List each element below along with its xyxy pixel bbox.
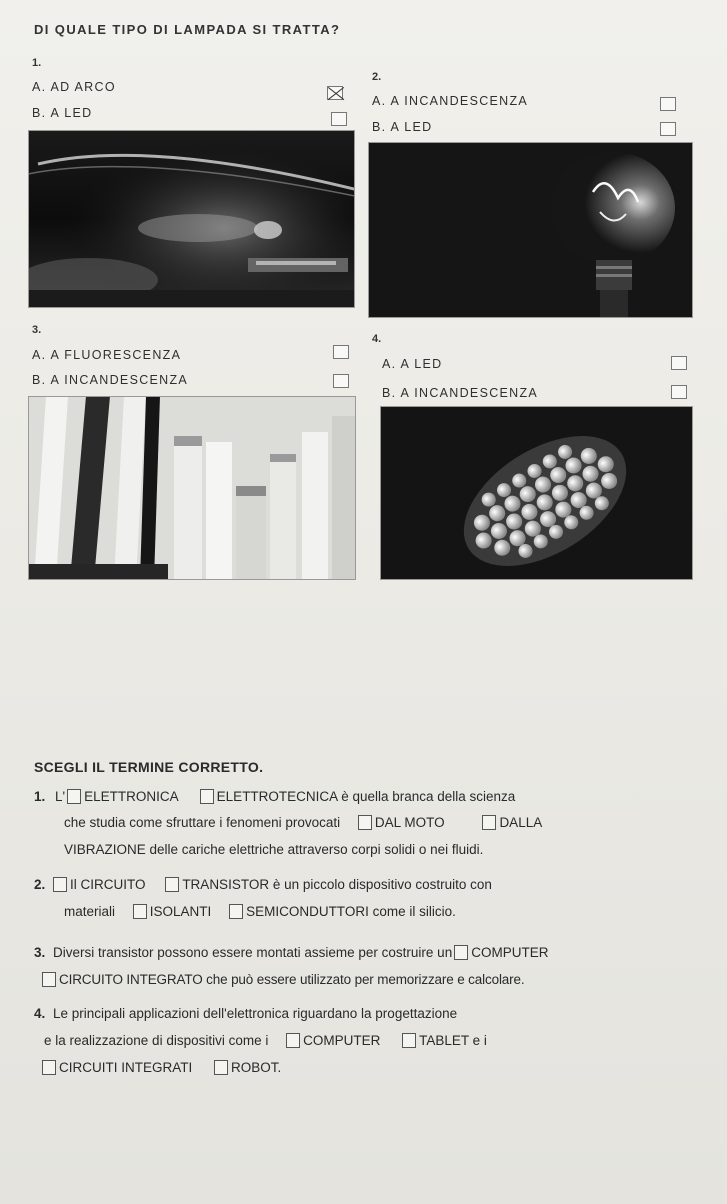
q4-option-a-label: A. A LED: [382, 357, 443, 371]
item-4-option-robot: ROBOT.: [231, 1060, 282, 1075]
exercise-item-1-line-2: [64, 815, 542, 830]
item-1-checkbox-elettronica[interactable]: [67, 789, 81, 804]
exercise-item-3-line-2: [40, 972, 524, 987]
q4-option-b-checkbox[interactable]: [671, 385, 687, 399]
q2-option-b-checkbox[interactable]: [660, 122, 676, 136]
item-4-checkbox-tablet[interactable]: [402, 1033, 416, 1048]
item-2-checkbox-isolanti[interactable]: [133, 904, 147, 919]
item-1-checkbox-dalla[interactable]: [482, 815, 496, 830]
q1-option-b-checkbox[interactable]: [331, 112, 347, 126]
item-1-text-2: che studia come sfruttare i fenomeni provocati: [64, 815, 341, 830]
q4-frame: [380, 406, 693, 580]
item-4-number: 4.: [34, 1006, 46, 1021]
item-2-number: 2.: [34, 877, 46, 892]
q2-option-a-label: A. A INCANDESCENZA: [372, 94, 529, 108]
item-1-option-elettrotecnica: ELETTROTECNICA è quella branca della scienza: [216, 789, 516, 804]
q2-option-b-label: B. A LED: [372, 120, 433, 134]
item-2-option-circuito: Il CIRCUITO: [70, 877, 146, 892]
item-2-option-semiconduttori: SEMICONDUTTORI come il silicio.: [246, 904, 456, 919]
item-4-option-tablet: TABLET e i: [419, 1033, 487, 1048]
exercise-item-3-line-1: [34, 945, 548, 960]
item-2-text-2: materiali: [64, 904, 116, 919]
item-1-article: L': [55, 789, 66, 804]
question-1-number: 1.: [32, 57, 42, 69]
q3-option-b-checkbox[interactable]: [333, 374, 349, 388]
item-2-option-isolanti: ISOLANTI: [149, 904, 212, 919]
q3-option-b-label: B. A INCANDESCENZA: [32, 373, 189, 387]
exercise-item-4-line-1: [34, 1006, 457, 1021]
item-1-option-elettronica: ELETTRONICA: [84, 789, 178, 804]
exercise-item-4-line-3: [40, 1060, 281, 1075]
question-3-number: 3.: [32, 324, 42, 336]
item-1-checkbox-elettrotecnica[interactable]: [200, 789, 214, 804]
item-3-checkbox-circuito-integrato[interactable]: [42, 972, 56, 987]
item-1-checkbox-dal-moto[interactable]: [358, 815, 372, 830]
item-4-checkbox-computer[interactable]: [286, 1033, 300, 1048]
item-1-text-3: VIBRAZIONE delle cariche elettriche attraverso corpi solidi o nei fluidi.: [64, 842, 484, 857]
quiz-title: DI QUALE TIPO DI LAMPADA SI TRATTA?: [34, 22, 341, 37]
item-4-checkbox-robot[interactable]: [214, 1060, 228, 1075]
item-3-text-1: Diversi transistor possono essere montati assieme per costruire un: [53, 945, 453, 960]
q1-frame: [28, 130, 355, 308]
item-4-option-computer: COMPUTER: [303, 1033, 381, 1048]
q3-option-a-checkbox[interactable]: [333, 345, 349, 359]
exercise-heading: SCEGLI IL TERMINE CORRETTO.: [34, 759, 264, 775]
item-3-option-computer: COMPUTER: [471, 945, 549, 960]
exercise-item-1-line-1: [34, 789, 515, 804]
item-3-option-circuito-integrato: CIRCUITO INTEGRATO che può essere utilizzato per memorizzare e calcolare.: [59, 972, 525, 987]
exercise-item-2-line-2: [64, 904, 456, 919]
question-2-number: 2.: [372, 71, 382, 83]
q1-option-b-label: B. A LED: [32, 106, 93, 120]
q1-option-a-label: A. AD ARCO: [32, 80, 116, 94]
q2-frame: [368, 142, 693, 318]
item-2-checkbox-semiconduttori[interactable]: [229, 904, 243, 919]
question-4-number: 4.: [372, 333, 382, 345]
item-1-number: 1.: [34, 789, 46, 804]
item-1-option-dalla: DALLA: [499, 815, 543, 830]
item-2-option-transistor: TRANSISTOR è un piccolo dispositivo costruito con: [182, 877, 492, 892]
item-4-checkbox-circuiti-integrati[interactable]: [42, 1060, 56, 1075]
item-1-option-dal-moto: DAL MOTO: [374, 815, 445, 830]
q3-option-a-label: A. A FLUORESCENZA: [32, 348, 182, 362]
item-4-text-1: Le principali applicazioni dell'elettronica riguardano la progettazione: [53, 1006, 458, 1021]
q4-option-a-checkbox[interactable]: [671, 356, 687, 370]
q1-option-a-checkbox[interactable]: [327, 86, 343, 100]
q3-frame: [28, 396, 356, 580]
exercise-item-4-line-2: [44, 1033, 487, 1048]
item-3-number: 3.: [34, 945, 46, 960]
item-2-checkbox-transistor[interactable]: [165, 877, 179, 892]
q4-option-b-label: B. A INCANDESCENZA: [382, 386, 539, 400]
item-4-text-2: e la realizzazione di dispositivi come i: [44, 1033, 269, 1048]
item-4-option-circuiti-integrati: CIRCUITI INTEGRATI: [59, 1060, 193, 1075]
item-2-checkbox-circuito[interactable]: [53, 877, 67, 892]
exercise-item-2-line-1: [34, 877, 492, 892]
item-3-checkbox-computer[interactable]: [454, 945, 468, 960]
q2-option-a-checkbox[interactable]: [660, 97, 676, 111]
